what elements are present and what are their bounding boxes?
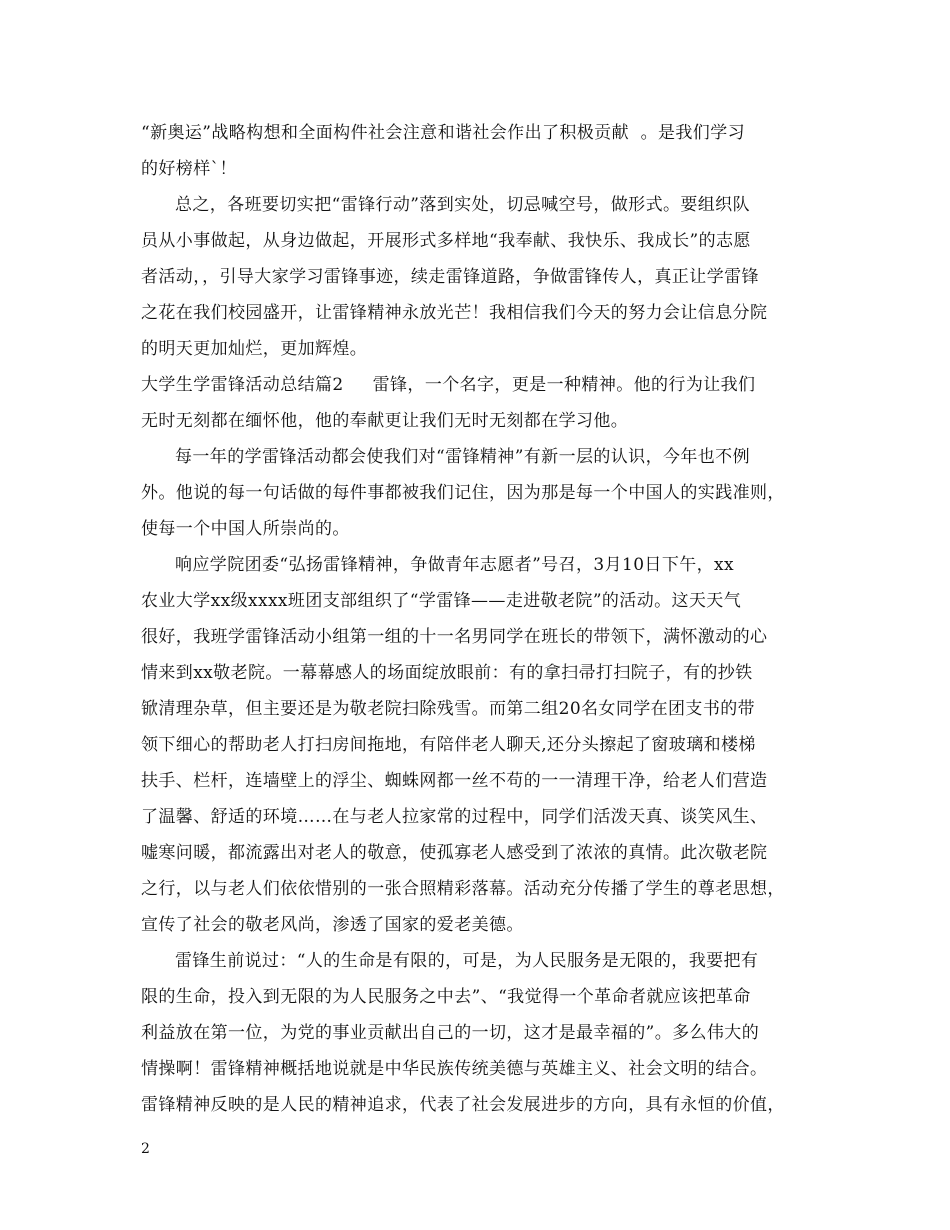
text-line: 很好，我班学雷锋活动小组第一组的十一名男同学在班长的带领下，满怀激动的心 — [141, 627, 768, 647]
text-line: 每一年的学雷锋活动都会使我们对“雷锋精神”有新一层的认识，今年也不例 — [175, 447, 750, 467]
text-line: 了温馨、舒适的环境……在与老人拉家常的过程中，同学们活泼天真、谈笑风生、 — [141, 807, 768, 827]
text-line: 情操啊！雷锋精神概括地说就是中华民族传统美德与英雄主义、社会文明的结合。 — [141, 1059, 768, 1079]
text-line: 无时无刻都在缅怀他，他的奉献更让我们无时无刻都在学习他。 — [141, 411, 629, 431]
text-line: “新奥运”战略构想和全面构件社会注意和谐社会作出了积极贡献 。是我们学习 — [141, 123, 745, 143]
text-line: 情来到xx敬老院。一幕幕感人的场面绽放眼前：有的拿扫帚打扫院子，有的抄铁 — [141, 663, 753, 683]
text-line: 员从小事做起，从身边做起，开展形式多样地“我奉献、我快乐、我成长”的志愿 — [141, 231, 751, 251]
text-line: 雷锋生前说过：“人的生命是有限的，可是，为人民服务是无限的，我要把有 — [175, 951, 759, 971]
page-number: 2 — [141, 1141, 150, 1157]
text-line: 的好榜样`！ — [141, 159, 237, 179]
text-line: 锨清理杂草，但主要还是为敬老院扫除残雪。而第二组20名女同学在团支书的带 — [141, 699, 756, 719]
text-line: 的明天更加灿烂，更加辉煌。 — [141, 339, 368, 359]
text-line: 农业大学xx级xxxx班团支部组织了“学雷锋——走进敬老院”的活动。这天天气 — [141, 591, 742, 611]
text-line: 利益放在第一位，为党的事业贡献出自己的一切，这才是最幸福的”。多么伟大的 — [141, 1023, 760, 1043]
text-line: 领下细心的帮助老人打扫房间拖地，有陪伴老人聊天,还分头擦起了窗玻璃和楼梯 — [141, 735, 756, 755]
text-line: 者活动，，引导大家学习雷锋事迹，续走雷锋道路，争做雷锋传人，真正让学雷锋 — [141, 267, 759, 287]
text-line: 外。他说的每一句话做的每件事都被我们记住，因为那是每一个中国人的实践准则， — [141, 483, 785, 503]
text-line: 雷锋精神反映的是人民的精神追求，代表了社会发展进步的方向，具有永恒的价值， — [141, 1095, 785, 1115]
text-line: 限的生命，投入到无限的为人民服务之中去”、“我觉得一个革命者就应该把革命 — [141, 987, 751, 1007]
text-line: 响应学院团委“弘扬雷锋精神，争做青年志愿者”号召，3月10日下午，xx — [175, 555, 735, 575]
text-line: 嘘寒问暖，都流露出对老人的敬意，使孤寡老人感受到了浓浓的真情。此次敬老院 — [141, 843, 768, 863]
text-line: 使每一个中国人所崇尚的。 — [141, 519, 350, 539]
text-line: 之行，以与老人们依依惜别的一张合照精彩落幕。活动充分传播了学生的尊老思想， — [141, 879, 785, 899]
text-line: 扶手、栏杆，连墙壁上的浮尘、蜘蛛网都一丝不苟的一一清理干净，给老人们营造 — [141, 771, 768, 791]
text-line: 宣传了社会的敬老风尚，渗透了国家的爱老美德。 — [141, 915, 524, 935]
text-line: 之花在我们校园盛开，让雷锋精神永放光芒！我相信我们今天的努力会让信息分院 — [141, 303, 768, 323]
text-line: 总之，各班要切实把“雷锋行动”落到实处，切忌喊空号，做形式。要组织队 — [175, 195, 750, 215]
text-line: 大学生学雷锋活动总结篇2 雷锋，一个名字，更是一种精神。他的行为让我们 — [141, 375, 756, 395]
